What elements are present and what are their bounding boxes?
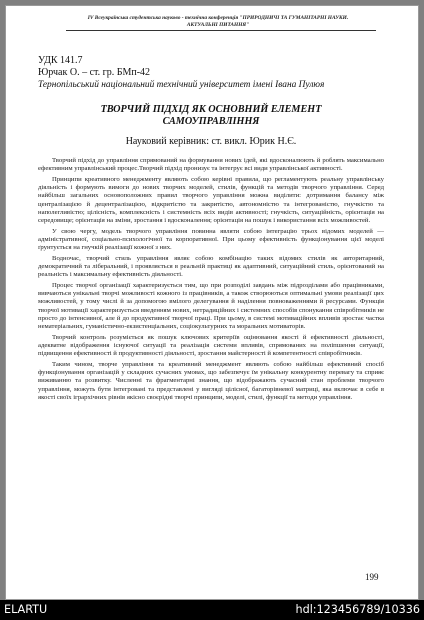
- paragraph: Таким чином, творче управління та креативний менеджмент являють собою найбільш ефективний спосіб функціонування організацій у складних сучасних умовах, що забезпечує їм унікальну конкурентну перевагу та сприяє виживанню та розвитку. Численні та фрагментарні знання, що відображають сучасний стан проблеми творчого управління, можуть бути інтегровані та представлені у вигляді цілісної, багаторівневої матриці, яка включає в себе в якості своїх ігрархічних рівнів якісно своєрідні творчі принципи, моделі, стилі, функції та методи управління.: [38, 360, 384, 401]
- repository-footer-bar: [0, 600, 424, 620]
- article-title: [38, 104, 384, 128]
- conference-header-line2: АКТУАЛЬНІ ПИТАННЯ": [186, 21, 250, 28]
- handle-identifier: hdl:123456789/10336: [295, 603, 420, 616]
- paragraph: У свою чергу, модель творчого управління повинна являти собою інтеграцію трьох відомих моделей — адміністративної, соціально-психологічної та корпоративної. При цьому ефективність функціонування цієї моделі ґрунтується на гнучкій реалізації кожної з них.: [38, 227, 384, 252]
- conference-header: [68, 15, 368, 28]
- conference-header-line1: IV Всеукраїнська студентська науково - технічна конференція "ПРИРОДНИЧІ ТА ГУМАНІТАРНІ НАУКИ.: [87, 15, 349, 21]
- article-body: [38, 157, 384, 405]
- paragraph: Процес творчої організації характеризується тим, що при розподілі завдань між підрозділами або працівниками, вивчаються унікальні творчі можливості кожного із працівників, а також створюються оптимальні умови реалізації цих можливостей, у тому числі й за допомогою вмілого делегування й наділення повноваженнями й ресурсами. Функція творчої мотивації характеризується введенням нових, нетрадиційних і системних способів спонукання співробітників не просто до інтенсивної, але й до продуктивної творчої праці. При цьому, в системі мотиваційних впливів зростає частка нематеріальних, гуманістично-екзистенціальних, соціокультурних та моральних мотиваторів.: [38, 281, 384, 331]
- paragraph: Творчий контроль розуміється як пошук ключових критеріїв оцінювання якості й ефективності діяльності, адекватне відображення існуючої ситуації та реалізація системи впливів, спрямованих на поліпшення ситуації, підвищення ефективності й продуктивності діяльності, зростання майстерності й компетентності співробітників.: [38, 333, 384, 358]
- paragraph: Водночас, творчий стиль управління являє собою комбінацію таких відомих стилів як авторитарний, демократичний та ліберальний, і проявляється в реальній практиці як адаптивний, ситуаційний стиль, орієнтований на реальність і максимальну ефективність діяльності.: [38, 254, 384, 279]
- affiliation: Тернопільський національний технічний університет імені Івана Пулюя: [38, 80, 325, 90]
- header-divider: [66, 30, 376, 31]
- paragraph: Принципи креативного менеджменту являють собою керівні правила, що регламентують реальну управлінську діяльність і формують вимоги до нових творчих моделей, стилів, функцій та методів творчого управління. Серед найбільш загальних основоположних правил творчого управління можна виділити: дотримання балансу між централізацією й децентралізацією, відкритістю та закритістю, автономністю та інтегрованістю, гнучкістю та наполегливістю; цілісність, комплексність і системність всіх видів активності; гнучкість, ситуаційність, орієнтація на середовище; орієнтація на зміни, зростання і вдосконалення; орієнтація на пошук і використання всіх можливостей.: [38, 175, 384, 225]
- page-number: 199: [365, 572, 379, 582]
- document-page: [5, 5, 419, 600]
- paragraph: Творчий підхід до управління спрямований на формування нових ідей, які вдосконалюють й роблять максимально ефективним управлінський процес.Творчий підхід пронизує та інтегрує всі види управлінської активності.: [38, 157, 384, 173]
- scientific-supervisor: Науковий керівник: ст. викл. Юрик Н.Є.: [125, 136, 297, 147]
- repository-name: ELARTU: [4, 603, 48, 616]
- article-title-line2: САМОУПРАВЛІННЯ: [162, 116, 260, 127]
- article-title-line1: ТВОРЧИЙ ПІДХІД ЯК ОСНОВНИЙ ЕЛЕМЕНТ: [100, 104, 322, 115]
- author-line: Юрчак О. – ст. гр. БМп-42: [38, 67, 151, 78]
- udc-code: УДК 141.7: [38, 55, 83, 66]
